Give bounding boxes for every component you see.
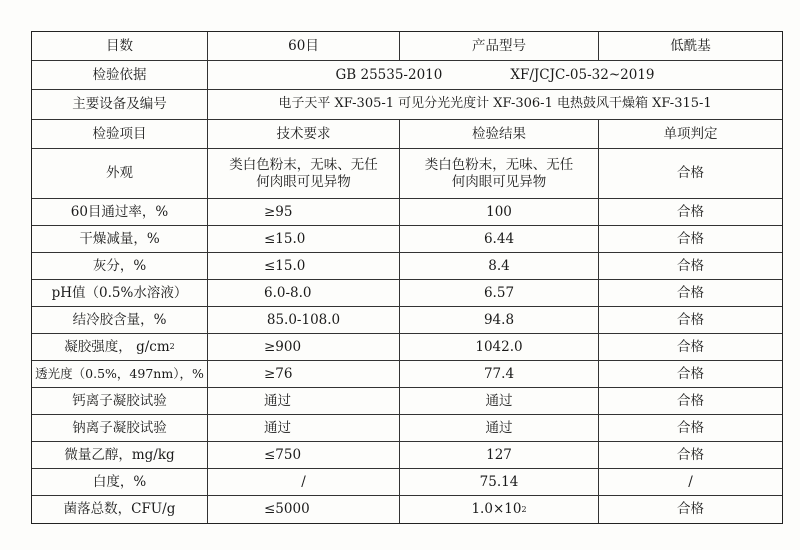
verdict-cell: 合格 [677,230,704,247]
table-row [32,199,782,226]
requirement-cell: 6.0-8.0 [208,280,400,306]
requirement-cell: / [208,469,400,495]
table-row [32,415,782,442]
item-cell: 灰分，% [32,253,208,279]
requirement-line: 类白色粉末，无味、无任 [229,156,378,173]
table-row [32,307,782,334]
equipment-label: 主要设备及编号 [32,90,208,119]
header-row [32,32,782,61]
requirement-cell [208,149,400,198]
requirement-cell: 85.0-108.0 [208,307,400,333]
equipment-row [32,90,782,120]
result-line: 类白色粉末，无味、无任 [424,156,574,173]
model-label: 产品型号 [400,32,599,60]
requirement-cell: ≥76 [208,361,400,387]
requirement-cell: ≤15.0 [208,253,400,279]
col-header-requirement: 技术要求 [208,120,400,148]
verdict-cell: 合格 [677,365,704,382]
verdict-cell: 合格 [677,501,704,518]
basis-value [208,61,782,89]
col-header-verdict: 单项判定 [663,125,718,142]
requirement-cell: ≤750 [208,442,400,468]
table-row [32,496,782,523]
result-cell: 100 [400,199,599,225]
verdict-cell: / [688,473,693,490]
col-header-result: 检验结果 [400,120,599,148]
result-cell: 1042.0 [400,334,599,360]
item-cell: 透光度（0.5%，497nm），% [32,361,208,387]
verdict-cell: 合格 [677,392,704,409]
item-cell: 白度，% [32,469,208,495]
result-line: 何肉眼可见异物 [451,173,547,190]
verdict-cell: 合格 [677,446,704,463]
requirement-cell: ≥95 [208,199,400,225]
table-row [32,334,782,361]
verdict-cell: 合格 [677,203,704,220]
table-row [32,388,782,415]
item-cell: 钙离子凝胶试验 [32,388,208,414]
mesh-label: 目数 [32,32,208,60]
requirement-cell: ≤5000 [208,496,400,523]
item-cell: pH值（0.5%水溶液） [32,280,208,306]
item-cell: 60目通过率，% [32,199,208,225]
table-row [32,149,782,199]
basis-label: 检验依据 [32,61,208,89]
result-cell: 75.14 [400,469,599,495]
result-cell [400,149,599,198]
verdict-cell: 合格 [677,165,704,182]
verdict-cell: 合格 [677,338,704,355]
verdict-cell: 合格 [677,419,704,436]
verdict-cell: 合格 [677,257,704,274]
inspection-report-table [31,31,783,524]
result-cell: 通过 [400,388,599,414]
standard-xf: XF/JCJC-05-32~2019 [510,66,655,83]
result-cell: 6.44 [400,226,599,252]
standard-gb: GB 25535-2010 [335,66,443,83]
requirement-cell: ≤15.0 [208,226,400,252]
result-cell: 94.8 [400,307,599,333]
equipment-value: 电子天平 XF-305-1 可见分光光度计 XF-306-1 电热鼓风干燥箱 XF-315-1 [278,96,712,112]
item-cell: 凝胶强度， g/cm 2 [32,334,208,360]
item-cell: 钠离子凝胶试验 [32,415,208,441]
model-value: 低酰基 [670,37,711,54]
basis-row [32,61,782,90]
table-row [32,469,782,496]
mesh-value: 60目 [208,32,400,60]
result-cell: 77.4 [400,361,599,387]
requirement-cell: ≥900 [208,334,400,360]
verdict-cell: 合格 [677,311,704,328]
result-cell: 1.0×10 2 [400,496,599,523]
item-cell: 干燥减量，% [32,226,208,252]
requirement-cell: 通过 [208,388,400,414]
result-cell: 通过 [400,415,599,441]
table-row [32,361,782,388]
requirement-line: 何肉眼可见异物 [256,173,351,190]
result-cell: 6.57 [400,280,599,306]
table-row [32,253,782,280]
table-row [32,280,782,307]
item-cell: 结冷胶含量，% [32,307,208,333]
item-cell: 菌落总数，CFU/g [32,496,208,523]
col-header-item: 检验项目 [32,120,208,148]
result-text: 1.0×10 [471,501,522,518]
table-row [32,226,782,253]
item-text: 凝胶强度， g/cm [64,338,170,355]
result-cell: 8.4 [400,253,599,279]
verdict-cell: 合格 [677,284,704,301]
column-header-row [32,120,782,149]
table-row [32,442,782,469]
result-cell: 127 [400,442,599,468]
item-cell: 微量乙醇，mg/kg [32,442,208,468]
item-cell: 外观 [32,149,208,198]
requirement-cell: 通过 [208,415,400,441]
